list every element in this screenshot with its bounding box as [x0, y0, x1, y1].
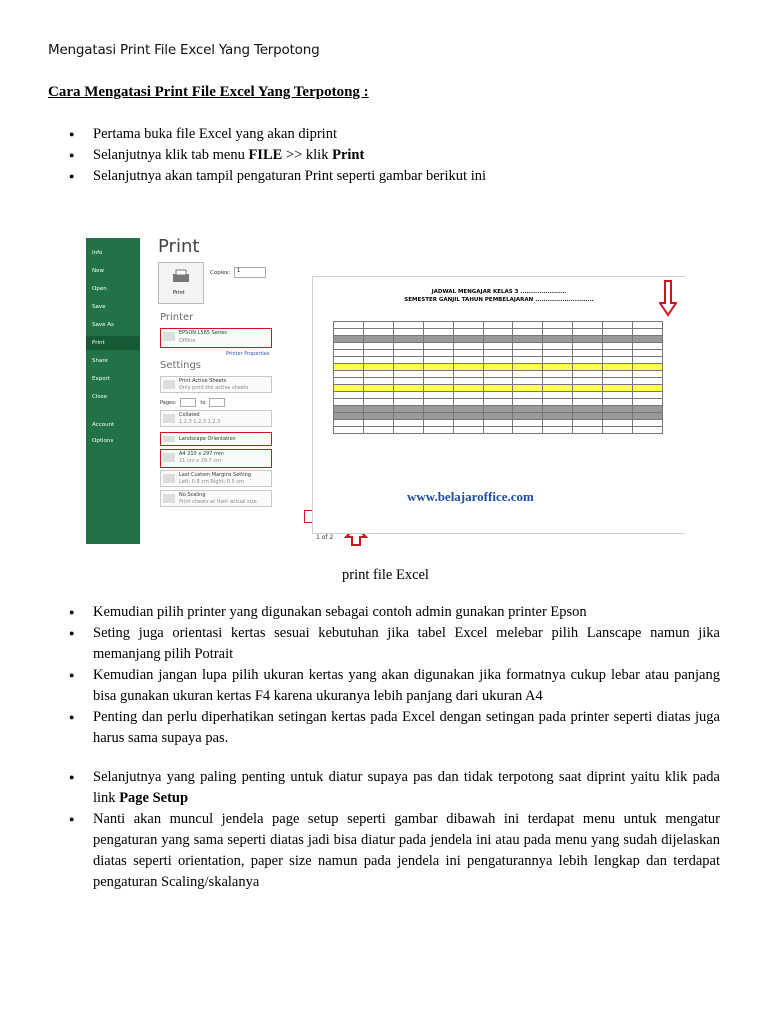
preview-title: JADWAL MENGAJAR KELAS 3 ...................... — [431, 289, 567, 295]
sidebar-item-print: Print — [86, 336, 140, 350]
preview-subtitle: SEMESTER GANJIL TAHUN PEMBELAJARAN ............................ — [404, 297, 594, 303]
sidebar-item-save: Save — [92, 304, 106, 310]
bullet-list-page-setup — [48, 767, 720, 893]
list-item: ● Kemudian pilih printer yang digunakan sebagai contoh admin gunakan printer Epson — [48, 602, 720, 623]
list-item: ● Penting dan perlu diperhatikan setingan kertas pada Excel dengan setingan pada printer seperti diatas juga harus sama supaya pas. — [48, 707, 720, 749]
image-caption: print file Excel — [342, 567, 429, 583]
sidebar-item-options: Options — [92, 438, 114, 444]
list-item: ● Seting juga orientasi kertas sesuai kebutuhan jika tabel Excel melebar pilih Lanscape namun jika memanjang pilih Potrait — [48, 623, 720, 665]
printer-select: EPSON L565 Series Offline — [160, 328, 272, 348]
printer-heading: Printer — [160, 312, 194, 323]
list-item: ● Pertama buka file Excel yang akan diprint — [48, 124, 720, 145]
sidebar-item-export: Export — [92, 376, 111, 382]
page-header: Mengatasi Print File Excel Yang Terpotong — [48, 42, 320, 58]
copies-label: Copies: — [210, 270, 231, 276]
backstage-sidebar — [86, 238, 140, 544]
orientation-select: Landscape Orientation — [160, 432, 272, 446]
collated-select: Collated 1,2,3 1,2,3 1,2,3 — [160, 410, 272, 427]
preview-sheet-table — [333, 321, 663, 434]
pages-range: Pages: to — [160, 398, 229, 407]
sidebar-item-info: Info — [92, 250, 103, 256]
list-item: ● Kemudian jangan lupa pilih ukuran kertas yang akan digunakan jika formatnya cukup lebar atau panjang bisa gunakan ukuran kertas F4 karena ukuranya lebih panjang dari ukuran A4 — [48, 665, 720, 707]
settings-heading: Settings — [160, 360, 202, 371]
section-title: Cara Mengatasi Print File Excel Yang Terpotong : — [48, 84, 369, 100]
bullet-list-intro — [48, 124, 720, 187]
sidebar-item-open: Open — [92, 286, 107, 292]
sidebar-item-new: New — [92, 268, 104, 274]
sidebar-item-account: Account — [92, 422, 115, 428]
margins-select: Last Custom Margins Setting Left: 0.8 cm Right: 0.5 cm — [160, 470, 272, 487]
scaling-select: No Scaling Print sheets at their actual size — [160, 490, 272, 507]
list-item: ● Selanjutnya yang paling penting untuk diatur supaya pas dan tidak terpotong saat diprint yaitu klik pada link Page Setup — [48, 767, 720, 809]
copies-input: 1 — [234, 267, 266, 278]
list-item: ● Selanjutnya akan tampil pengaturan Print seperti gambar berikut ini — [48, 166, 720, 187]
bullet-list-settings — [48, 602, 720, 749]
list-item: ● Selanjutnya klik tab menu FILE >> klik Print — [48, 145, 720, 166]
preview-pager: 1 of 2 — [316, 534, 334, 541]
excel-print-screenshot — [86, 232, 686, 550]
watermark-text: www.belajaroffice.com — [407, 489, 534, 504]
sidebar-item-save-as: Save As — [92, 322, 114, 328]
printer-icon — [171, 269, 191, 285]
arrow-down-icon — [659, 279, 677, 317]
print-active-sheets: Print Active Sheets Only print the active sheets — [160, 376, 272, 393]
printer-icon — [163, 332, 175, 341]
print-title: Print — [158, 236, 200, 257]
print-preview — [312, 276, 685, 534]
sidebar-item-share: Share — [92, 358, 108, 364]
printer-properties-link: Printer Properties — [226, 351, 270, 357]
paper-size-select: A4 210 x 297 mm 21 cm x 29.7 cm — [160, 449, 272, 468]
list-item: ● Nanti akan muncul jendela page setup seperti gambar dibawah ini terdapat menu untuk mengatur pengaturan yang sama seperti diatas jadi bisa diatur pada jendela ini atau pada menu yang sudah dijelaskan diatas seperti orientation, paper size namun pada jendela ini pengaturannya lebih lengkap dan terdapat pengaturan Scaling/skalanya — [48, 809, 720, 893]
print-button: Print — [158, 262, 204, 304]
sidebar-item-close: Close — [92, 394, 107, 400]
